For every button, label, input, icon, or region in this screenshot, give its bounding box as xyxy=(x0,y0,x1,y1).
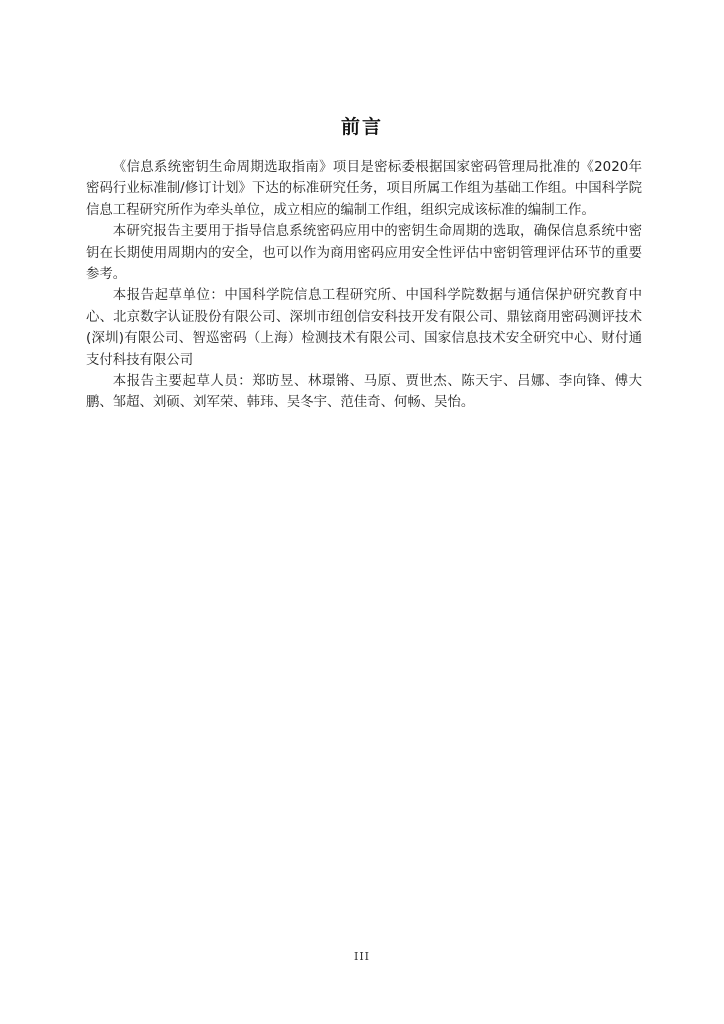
document-body xyxy=(86,157,642,414)
paragraph-drafters: 本报告主要起草人员：郑昉昱、林璟锵、马原、贾世杰、陈天宇、吕娜、李向锋、傅大鹏、邹超、刘硕、刘军荣、韩玮、吴冬宇、范佳奇、何畅、吴怡。 xyxy=(86,374,642,411)
paragraph-drafting-units: 本报告起草单位：中国科学院信息工程研究所、中国科学院数据与通信保护研究教育中心、北京数字认证股份有限公司、深圳市纽创信安科技开发有限公司、鼎铉商用密码测评技术(深圳)有限公司、智巡密码（上海）检测技术有限公司、国家信息技术安全研究中心、财付通支付科技有限公司 xyxy=(86,288,642,368)
paragraph-purpose: 本研究报告主要用于指导信息系统密码应用中的密钥生命周期的选取，确保信息系统中密钥在长期使用周期内的安全，也可以作为商用密码应用安全性评估中密钥管理评估环节的重要参考。 xyxy=(86,224,642,283)
paragraph-intro: 《信息系统密钥生命周期选取指南》项目是密标委根据国家密码管理局批准的《2020年密码行业标准制/修订计划》下达的标准研究任务，项目所属工作组为基础工作组。中国科学院信息工程研究所作为牵头单位，成立相应的编制工作组，组织完成该标准的编制工作。 xyxy=(86,160,642,218)
page-number: III xyxy=(353,950,371,963)
page-title: 前言 xyxy=(340,116,383,138)
